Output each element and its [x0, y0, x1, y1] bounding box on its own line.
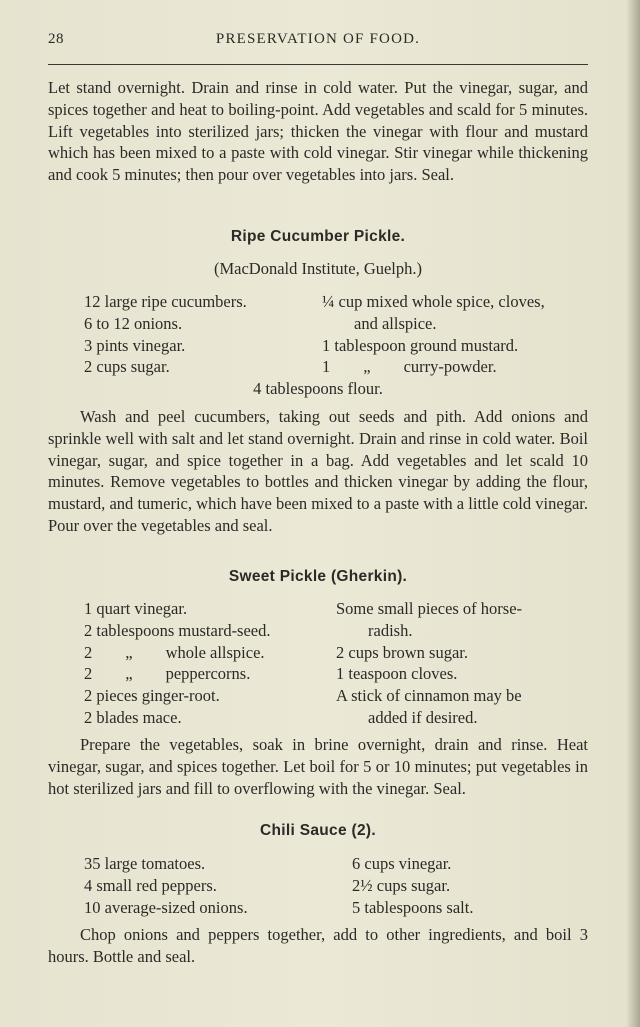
- ingredients-left-sweet-pickle: [84, 598, 271, 729]
- ingredient-item: Some small pieces of horse-: [336, 599, 523, 618]
- ingredient-item: 3 pints vinegar.: [84, 335, 186, 355]
- ingredient-item-continued: and allspice.: [354, 313, 437, 333]
- ingredient-item: 2 „ peppercorns.: [84, 664, 251, 684]
- ingredient-item: 2 blades mace.: [84, 707, 182, 727]
- running-title: PRESERVATION OF FOOD.: [215, 31, 421, 47]
- ingredient-item: 1 quart vinegar.: [84, 599, 188, 618]
- ingredient-item: 5 tablespoons salt.: [352, 897, 474, 917]
- ingredients-left-ripe-cucumber: [84, 291, 247, 378]
- ingredient-item: 6 to 12 onions.: [84, 313, 183, 333]
- ingredients-right-chili-sauce: [352, 853, 473, 918]
- ingredient-item: 35 large tomatoes.: [84, 854, 206, 873]
- intro-paragraph: Let stand overnight. Drain and rinse in cold water. Put the vinegar, sugar, and spices together and heat to boiling-point. Add vegetables and scald for 5 minutes. Lift vegetables into sterilized jars; thicken the vinegar with flour and mustard which has been mixed to a paste with cold vinegar. Stir vinegar while thickening and cook 5 minutes; then pour over vegetables into jars. Seal.: [48, 78, 588, 185]
- ingredient-item: 10 average-sized onions.: [84, 897, 248, 917]
- ingredients-left-chili-sauce: [84, 853, 248, 918]
- ingredient-item-continued: radish.: [368, 620, 413, 640]
- ingredient-item: A stick of cinnamon may be: [336, 686, 522, 706]
- method-chili-sauce: Chop onions and peppers together, add to other ingredients, and boil 3 hours. Bottle and seal.: [48, 925, 588, 966]
- ingredients-right-ripe-cucumber: [322, 291, 545, 378]
- ingredient-item: 1 tablespoon ground mustard.: [322, 335, 519, 355]
- ingredient-item: 2 „ whole allspice.: [84, 642, 265, 662]
- header-rule: [48, 64, 588, 65]
- method-ripe-cucumber: Wash and peel cucumbers, taking out seeds and pith. Add onions and sprinkle well with salt and let stand overnight. Drain and rinse in cold water. Boil vinegar, sugar, and spice together in a bag. Add vegetables and let scald 10 minutes. Remove vegetables to bottles and thicken vinegar by adding the flour, mustard, and tumeric, which have been mixed to a paste with a little cold vinegar. Pour over the vegetables and seal.: [48, 407, 588, 535]
- ingredient-item: 6 cups vinegar.: [352, 854, 452, 873]
- recipe-source: (MacDonald Institute, Guelph.): [213, 259, 423, 278]
- page-number: 28: [48, 31, 64, 47]
- ingredient-item: 4 small red peppers.: [84, 875, 217, 895]
- ingredients-right-sweet-pickle: [336, 598, 522, 729]
- ingredient-item: ¼ cup mixed whole spice, cloves,: [322, 292, 545, 311]
- method-sweet-pickle: Prepare the vegetables, soak in brine overnight, drain and rinse. Heat vinegar, sugar, and spices together. Let boil for 5 or 10 minutes; put vegetables in hot sterilized jars and fill to overflowing with the vinegar. Seal.: [48, 735, 588, 798]
- ingredient-item: 2 cups brown sugar.: [336, 642, 468, 662]
- ingredient-item: 12 large ripe cucumbers.: [84, 292, 247, 311]
- ingredient-centered: 4 tablespoons flour.: [253, 379, 383, 398]
- ingredient-item: 1 „ curry-powder.: [322, 357, 497, 377]
- recipe-title-ripe-cucumber: Ripe Cucumber Pickle.: [230, 228, 406, 245]
- ingredient-item: 2 cups sugar.: [84, 357, 170, 377]
- page-header: [48, 31, 588, 51]
- ingredient-item: 2 pieces ginger-root.: [84, 686, 220, 706]
- page-edge-shadow: [626, 0, 640, 1027]
- recipe-title-sweet-pickle: Sweet Pickle (Gherkin).: [228, 568, 408, 585]
- ingredient-item: 2½ cups sugar.: [352, 875, 451, 895]
- ingredient-item: 1 teaspoon cloves.: [336, 664, 458, 684]
- ingredient-item: 2 tablespoons mustard-seed.: [84, 620, 271, 640]
- ingredient-item-continued: added if desired.: [368, 707, 478, 727]
- recipe-title-chili-sauce: Chili Sauce (2).: [260, 822, 376, 839]
